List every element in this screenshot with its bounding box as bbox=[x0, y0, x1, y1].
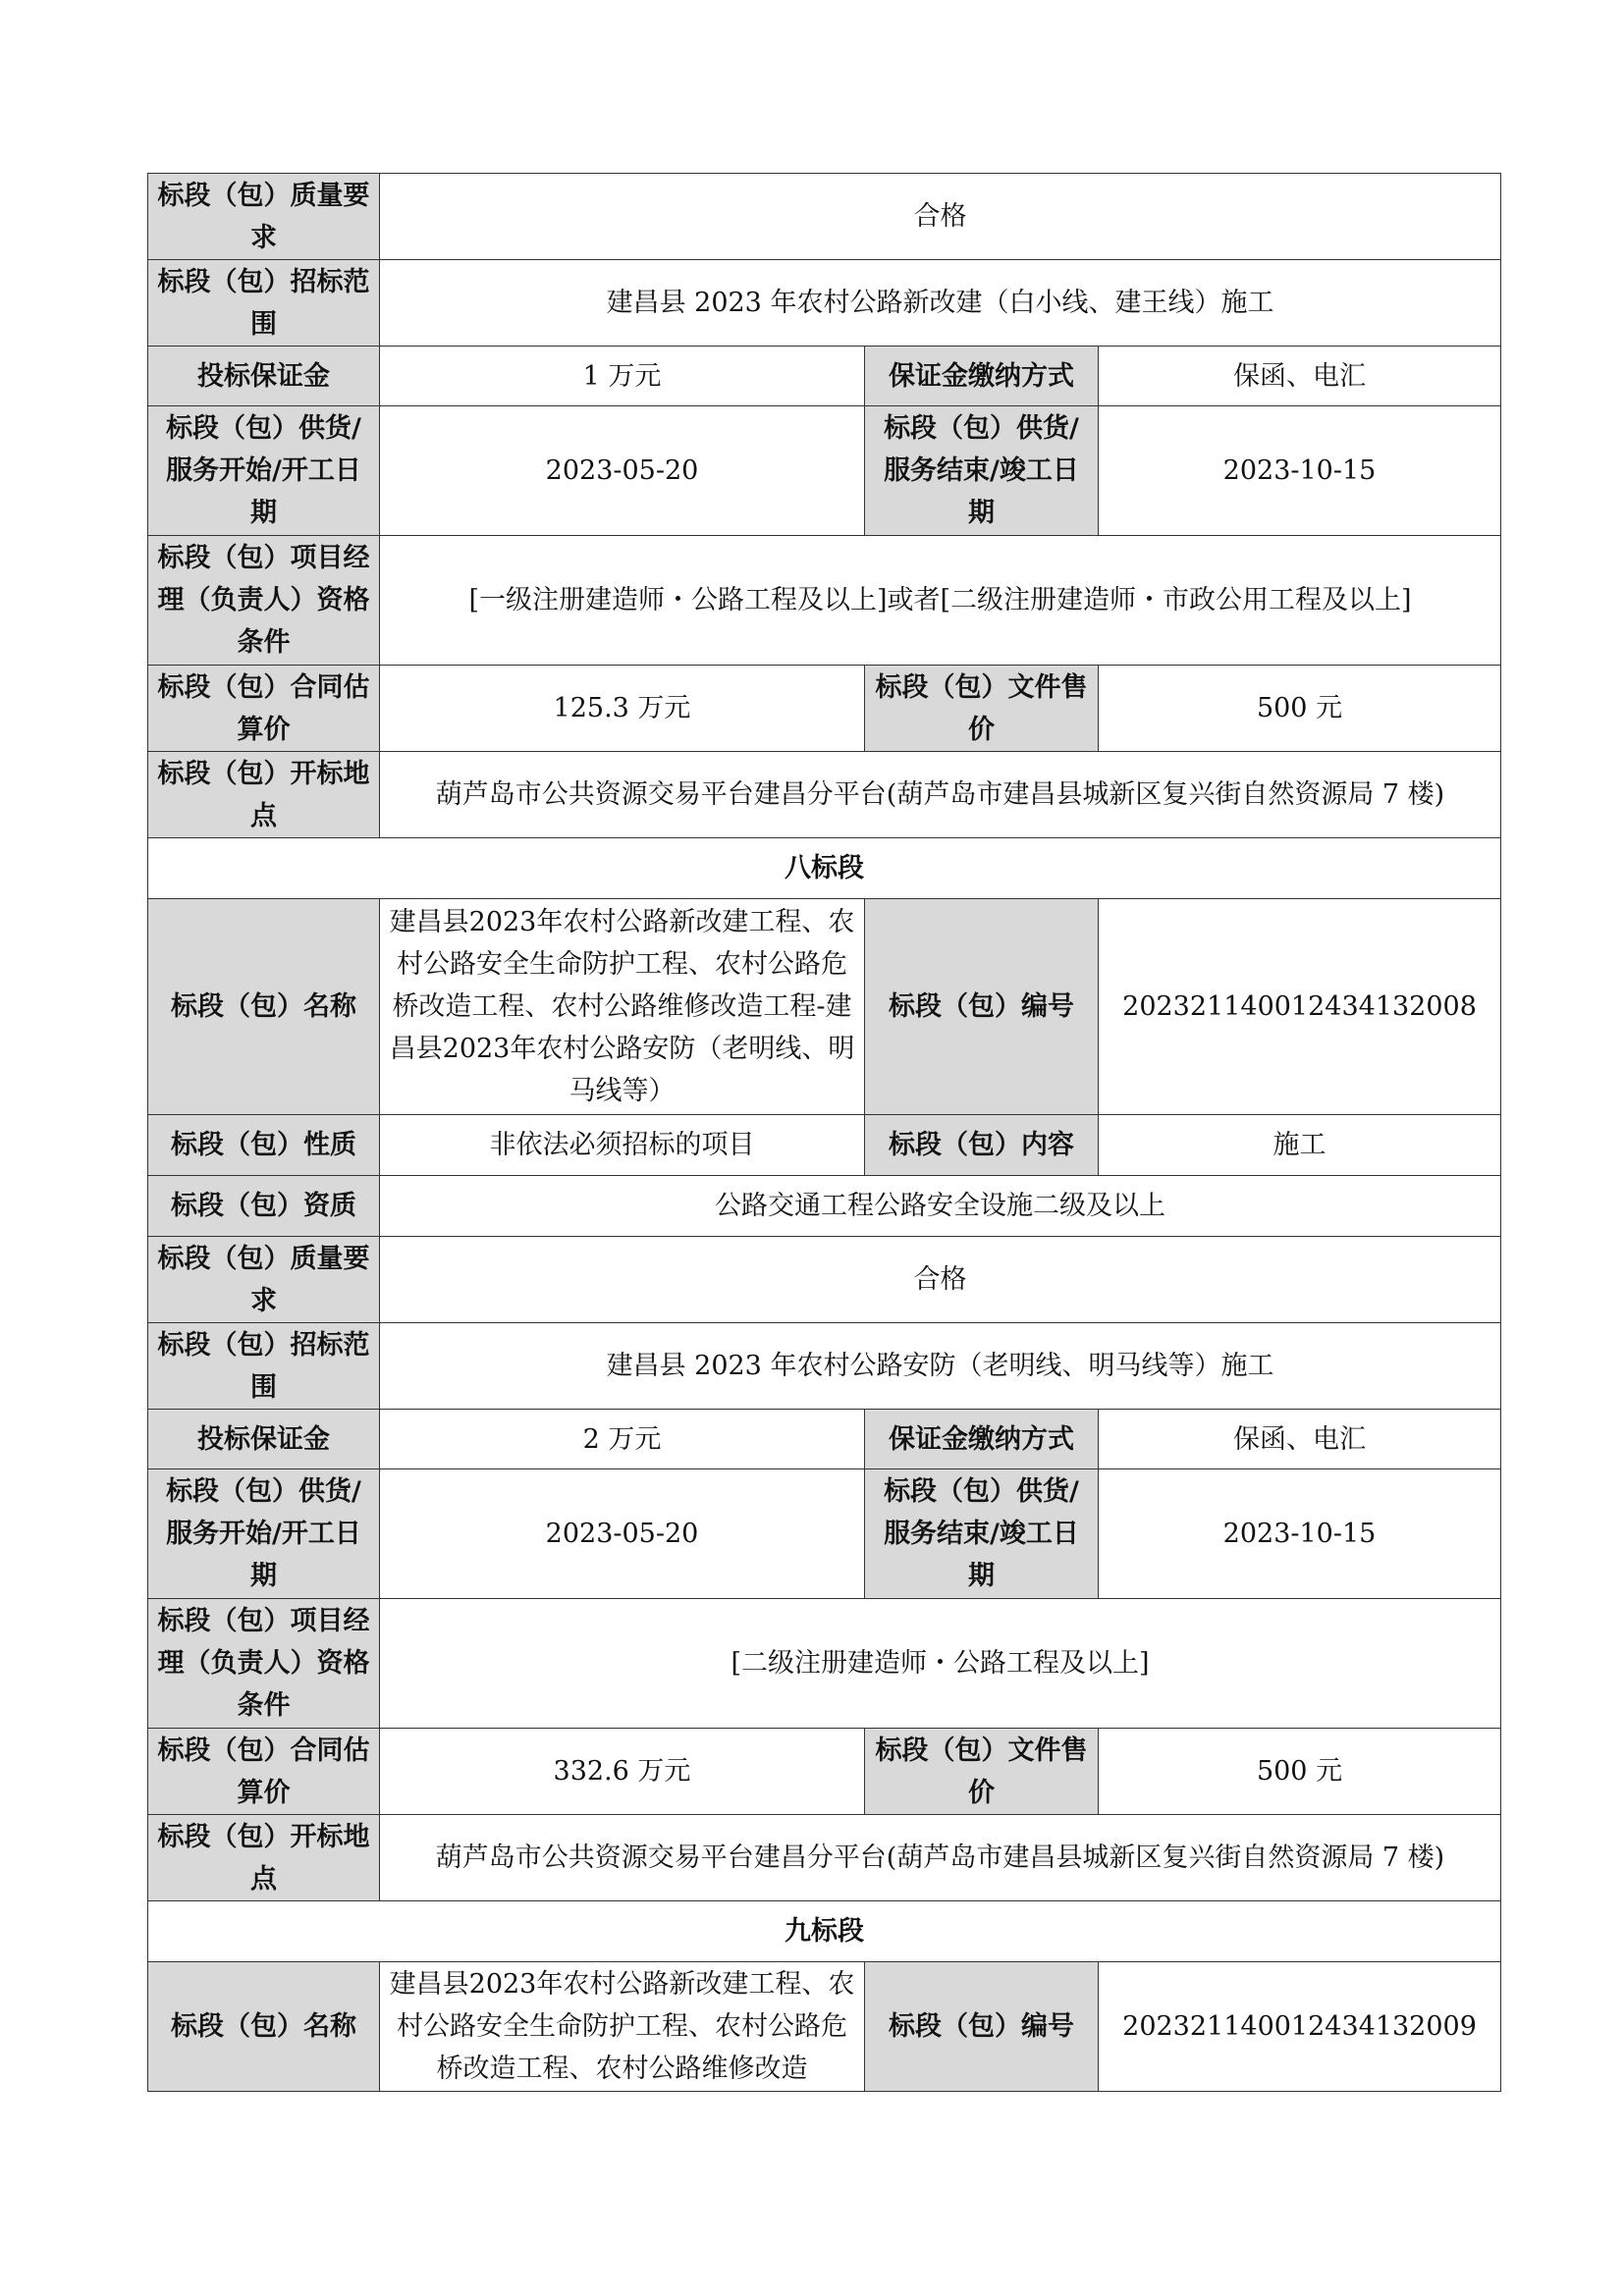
pay-method-label: 保证金缴纳方式 bbox=[865, 347, 1099, 406]
pay-method-value: 保函、电汇 bbox=[1099, 347, 1501, 406]
contract-price-value: 332.6 万元 bbox=[380, 1729, 865, 1815]
bond-label: 投标保证金 bbox=[148, 347, 380, 406]
quality-value: 合格 bbox=[380, 174, 1501, 260]
qualification-value: 公路交通工程公路安全设施二级及以上 bbox=[380, 1176, 1501, 1237]
quality-value: 合格 bbox=[380, 1237, 1501, 1323]
name-label: 标段（包）名称 bbox=[148, 1962, 380, 2092]
pm-qualification-label: 标段（包）项目经理（负责人）资格条件 bbox=[148, 536, 380, 666]
name-value: 建昌县2023年农村公路新改建工程、农村公路安全生命防护工程、农村公路危桥改造工程、农村公路维修改造 bbox=[380, 1962, 865, 2092]
bid-venue-label: 标段（包）开标地点 bbox=[148, 752, 380, 838]
pm-qualification-label: 标段（包）项目经理（负责人）资格条件 bbox=[148, 1599, 380, 1729]
start-date-label: 标段（包）供货/服务开始/开工日期 bbox=[148, 1469, 380, 1599]
start-date-value: 2023-05-20 bbox=[380, 1469, 865, 1599]
quality-label: 标段（包）质量要求 bbox=[148, 1237, 380, 1323]
bond-value: 1 万元 bbox=[380, 347, 865, 406]
bid-venue-label: 标段（包）开标地点 bbox=[148, 1815, 380, 1901]
pay-method-value: 保函、电汇 bbox=[1099, 1410, 1501, 1469]
document-fee-label: 标段（包）文件售价 bbox=[865, 666, 1099, 752]
bid-venue-value: 葫芦岛市公共资源交易平台建昌分平台(葫芦岛市建昌县城新区复兴街自然资源局 7 楼) bbox=[380, 752, 1501, 838]
contract-price-label: 标段（包）合同估算价 bbox=[148, 1729, 380, 1815]
name-label: 标段（包）名称 bbox=[148, 899, 380, 1115]
scope-label: 标段（包）招标范围 bbox=[148, 1323, 380, 1410]
scope-value: 建昌县 2023 年农村公路安防（老明线、明马线等）施工 bbox=[380, 1323, 1501, 1410]
name-value: 建昌县2023年农村公路新改建工程、农村公路安全生命防护工程、农村公路危桥改造工程、农村公路维修改造工程-建昌县2023年农村公路安防（老明线、明马线等） bbox=[380, 899, 865, 1115]
tender-table bbox=[147, 173, 1501, 2092]
nature-value: 非依法必须招标的项目 bbox=[380, 1115, 865, 1176]
pm-qualification-value: [二级注册建造师・公路工程及以上] bbox=[380, 1599, 1501, 1729]
code-value: 202321140012434132009 bbox=[1099, 1962, 1501, 2092]
section-title-8: 八标段 bbox=[148, 838, 1501, 899]
end-date-value: 2023-10-15 bbox=[1099, 406, 1501, 536]
code-label: 标段（包）编号 bbox=[865, 1962, 1099, 2092]
contract-price-value: 125.3 万元 bbox=[380, 666, 865, 752]
start-date-value: 2023-05-20 bbox=[380, 406, 865, 536]
nature-label: 标段（包）性质 bbox=[148, 1115, 380, 1176]
bond-value: 2 万元 bbox=[380, 1410, 865, 1469]
end-date-value: 2023-10-15 bbox=[1099, 1469, 1501, 1599]
code-value: 202321140012434132008 bbox=[1099, 899, 1501, 1115]
document-fee-label: 标段（包）文件售价 bbox=[865, 1729, 1099, 1815]
start-date-label: 标段（包）供货/服务开始/开工日期 bbox=[148, 406, 380, 536]
section-title-9: 九标段 bbox=[148, 1901, 1501, 1962]
document-fee-value: 500 元 bbox=[1099, 666, 1501, 752]
qualification-label: 标段（包）资质 bbox=[148, 1176, 380, 1237]
scope-label: 标段（包）招标范围 bbox=[148, 260, 380, 347]
bond-label: 投标保证金 bbox=[148, 1410, 380, 1469]
bid-venue-value: 葫芦岛市公共资源交易平台建昌分平台(葫芦岛市建昌县城新区复兴街自然资源局 7 楼) bbox=[380, 1815, 1501, 1901]
code-label: 标段（包）编号 bbox=[865, 899, 1099, 1115]
document-fee-value: 500 元 bbox=[1099, 1729, 1501, 1815]
content-label: 标段（包）内容 bbox=[865, 1115, 1099, 1176]
contract-price-label: 标段（包）合同估算价 bbox=[148, 666, 380, 752]
scope-value: 建昌县 2023 年农村公路新改建（白小线、建王线）施工 bbox=[380, 260, 1501, 347]
end-date-label: 标段（包）供货/服务结束/竣工日期 bbox=[865, 1469, 1099, 1599]
content-value: 施工 bbox=[1099, 1115, 1501, 1176]
quality-label: 标段（包）质量要求 bbox=[148, 174, 380, 260]
pay-method-label: 保证金缴纳方式 bbox=[865, 1410, 1099, 1469]
end-date-label: 标段（包）供货/服务结束/竣工日期 bbox=[865, 406, 1099, 536]
pm-qualification-value: [一级注册建造师・公路工程及以上]或者[二级注册建造师・市政公用工程及以上] bbox=[380, 536, 1501, 666]
